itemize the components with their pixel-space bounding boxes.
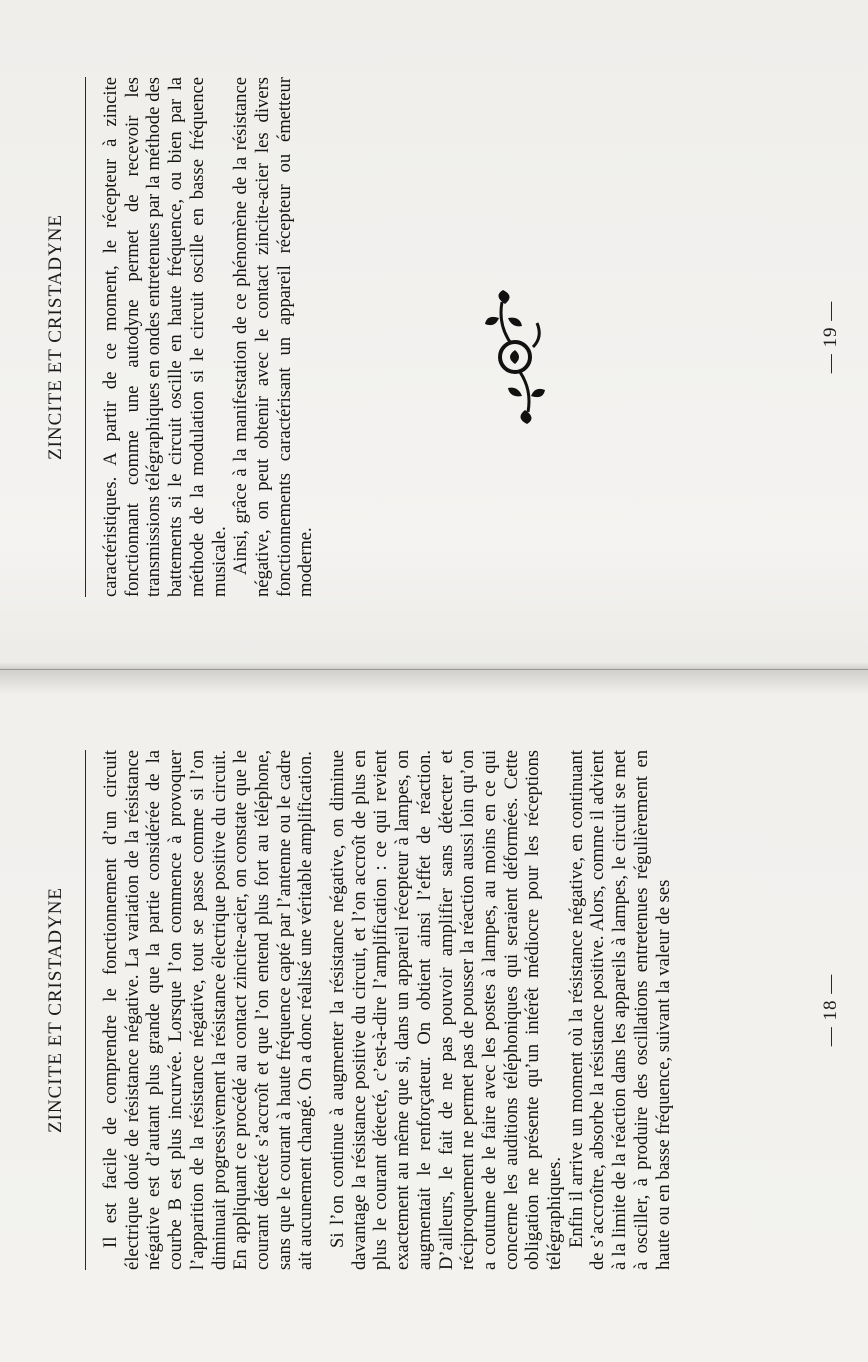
header-rule	[85, 750, 86, 1270]
rose-ornament-icon	[475, 282, 555, 432]
paragraph: Ainsi, grâce à la manifestation de ce phénomène de la résistance négative, on peut obtenir avec le contact zincite-acier les divers fonctionnements caractérisant un appareil récepteur ou émetteur moderne.	[230, 77, 317, 597]
page-body	[100, 77, 317, 597]
page-number: — 18 —	[820, 973, 841, 1047]
page-number: — 19 —	[820, 300, 841, 374]
paragraph: Si l’on continue à augmenter la résistance négative, on diminue davantage la résistance positive du circuit, et l’on accroît de plus en plus le courant détecté, c’est-à-dire l’amplification : ce qui revient exactement au même que si, dans un appareil récepteur à lampes, on augmentait le renforçateur. On obtient ainsi l’effet de réaction. D’ailleurs, le fait de ne pas pouvoir amplifier sans détecter et réciproquement ne permet pas de pousser la réaction aussi loin qu’on a coutume de le faire avec les postes à lampes, au moins en ce qui concerne les auditions téléphoniques qui seraient déformées. Cette obligation ne présente qu’un intérêt médiocre pour les réceptions télégraphiques.	[327, 750, 566, 1270]
page-18	[45, 690, 865, 1330]
paragraph: caractéristiques. A partir de ce moment, le récepteur à zincite fonctionnant comme une autodyne permet de recevoir les transmissions télégraphiques en ondes entretenues par la méthode des battements si le circuit oscille en haute fréquence, ou bien par la méthode de la modulation si le circuit oscille en basse fréquence musicale.	[100, 77, 230, 597]
page-body	[100, 750, 674, 1270]
running-header: ZINCITE ET CRISTADYNE	[45, 886, 66, 1134]
page-19	[45, 17, 865, 657]
header-rule	[85, 77, 86, 597]
page-fold-line	[0, 669, 868, 670]
running-header: ZINCITE ET CRISTADYNE	[45, 213, 66, 461]
paragraph: Enfin il arrive un moment où la résistance négative, en continuant de s’accroître, absorbe la résistance positive. Alors, comme il advient à la limite de la réaction dans les appareils à lampes, le circuit se met à osciller, à produire des oscillations entretenues régulièrement en haute ou en basse fréquence, suivant la valeur de ses	[565, 750, 674, 1270]
paragraph: Il est facile de comprendre le fonctionnement d’un circuit électrique doué de résistance négative. La variation de la résistance négative est d’autant plus grande que la partie considérée de la courbe B est plus incurvée. Lorsque l’on commence à provoquer l’apparition de la résistance négative, tout se passe comme si l’on diminuait progressivement la résistance électrique positive du circuit. En appliquant ce procédé au contact zincite-acier, on constate que le courant détecté s’accroît et que l’on entend plus fort au téléphone, sans que le courant à haute fréquence capté par l’antenne ou le cadre ait aucunement changé. On a donc réalisé une véritable amplification.	[100, 750, 317, 1270]
